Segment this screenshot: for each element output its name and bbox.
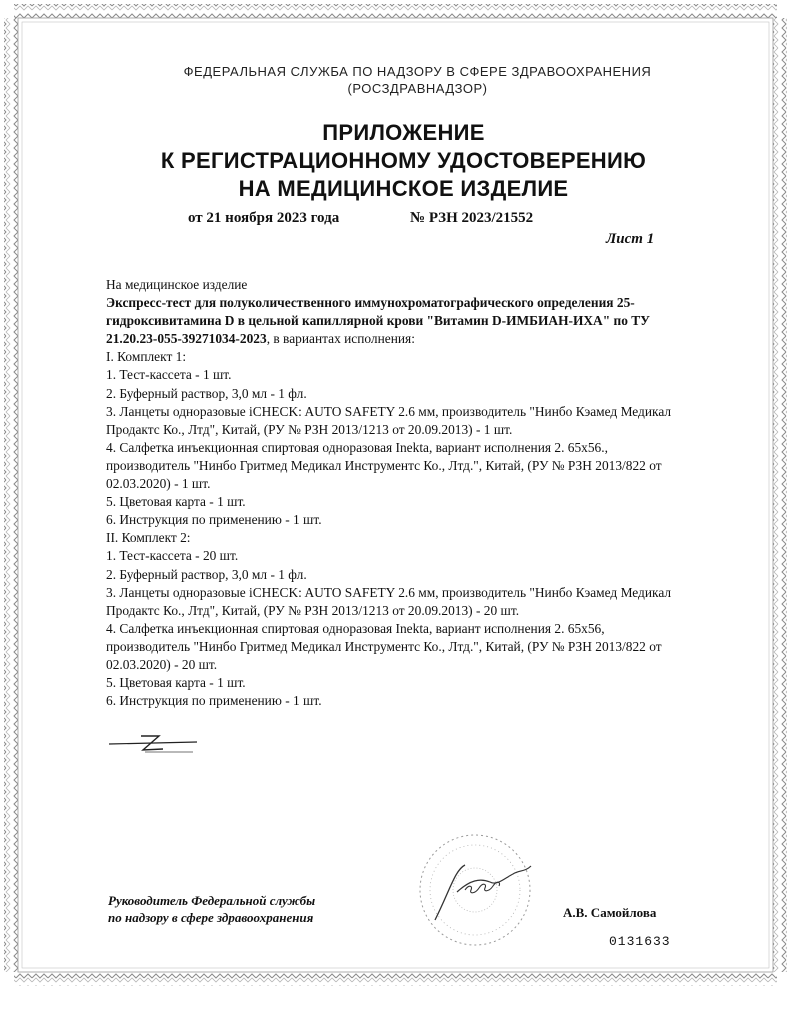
list-item: 3. Ланцеты одноразовые iCHECK: AUTO SAFETY 2.6 мм, производитель "Нинбо Кэамед Медикал Продактс Ко., Лтд", Китай, (РУ № РЗН 2013/1213 от 20.09.2013) - 20 шт. bbox=[106, 584, 672, 618]
official-seal bbox=[395, 830, 565, 960]
signer-name: А.В. Самойлова bbox=[563, 905, 657, 920]
signer-title-line1: Руководитель Федеральной службы bbox=[108, 893, 316, 908]
list-item: 5. Цветовая карта - 1 шт. bbox=[106, 494, 246, 510]
intro-text: На медицинское изделие bbox=[106, 277, 248, 292]
handwritten-initial bbox=[105, 730, 205, 760]
product-name: Экспресс-тест для полуколичественного иммунохроматографического определения 25-гидроксивитамина D в цельной капиллярной крови "Витамин D-ИМБИАН-ИХА" по ТУ 21.20.23-055-39271034-2023 bbox=[106, 295, 650, 347]
list-item: 1. Тест-кассета - 1 шт. bbox=[106, 367, 232, 383]
document-subtitle: К РЕГИСТРАЦИОННОМУ УДОСТОВЕРЕНИЮ bbox=[160, 148, 647, 173]
agency-name: ФЕДЕРАЛЬНАЯ СЛУЖБА ПО НАДЗОРУ В СФЕРЕ ЗДРАВООХРАНЕНИЯ bbox=[183, 64, 652, 79]
list-item: 4. Салфетка инъекционная спиртовая одноразовая Inekta, вариант исполнения 2. 65x56, производитель "Нинбо Гритмед Медикал Инструментс Ко., Лтд.", Китай, (РУ № РЗН 2013/822 от 02.03.2020) - 20 шт. bbox=[106, 620, 662, 672]
product-description bbox=[106, 294, 681, 348]
issue-date: от 21 ноября 2023 года bbox=[188, 210, 340, 226]
document-body bbox=[106, 276, 681, 710]
list-item: 6. Инструкция по применению - 1 шт. bbox=[106, 512, 322, 528]
signer-title bbox=[108, 892, 315, 926]
list-item: 2. Буферный раствор, 3,0 мл - 1 фл. bbox=[106, 566, 307, 582]
list-item: 6. Инструкция по применению - 1 шт. bbox=[106, 693, 322, 709]
list-item: 5. Цветовая карта - 1 шт. bbox=[106, 675, 246, 691]
list-item: 1. Тест-кассета - 20 шт. bbox=[106, 548, 239, 564]
sheet-number: Лист 1 bbox=[606, 231, 655, 247]
document-title: ПРИЛОЖЕНИЕ bbox=[322, 120, 485, 145]
document-subtitle-2: НА МЕДИЦИНСКОЕ ИЗДЕЛИЕ bbox=[238, 176, 569, 201]
form-serial-number: 0131633 bbox=[609, 934, 671, 949]
list-item: 4. Салфетка инъекционная спиртовая одноразовая Inekta, вариант исполнения 2. 65x56., производитель "Нинбо Гритмед Медикал Инструментс Ко., Лтд.", Китай, (РУ № РЗН 2013/822 от 02.03.2020) - 1 шт. bbox=[106, 439, 662, 492]
signer-title-line2: по надзору в сфере здравоохранения bbox=[108, 910, 314, 925]
registration-number: № РЗН 2023/21552 bbox=[410, 210, 534, 226]
variants-suffix: , в вариантах исполнения: bbox=[266, 331, 415, 347]
list-item: 3. Ланцеты одноразовые iCHECK: AUTO SAFETY 2.6 мм, производитель "Нинбо Кэамед Медикал Продактс Ко., Лтд", Китай, (РУ № РЗН 2013/1213 от 20.09.2013) - 1 шт. bbox=[106, 403, 672, 437]
kit1-title: I. Комплект 1: bbox=[106, 349, 187, 365]
kit2-title: II. Комплект 2: bbox=[106, 530, 191, 546]
agency-abbreviation: (РОСЗДРАВНАДЗОР) bbox=[347, 81, 488, 96]
list-item: 2. Буферный раствор, 3,0 мл - 1 фл. bbox=[106, 385, 307, 401]
